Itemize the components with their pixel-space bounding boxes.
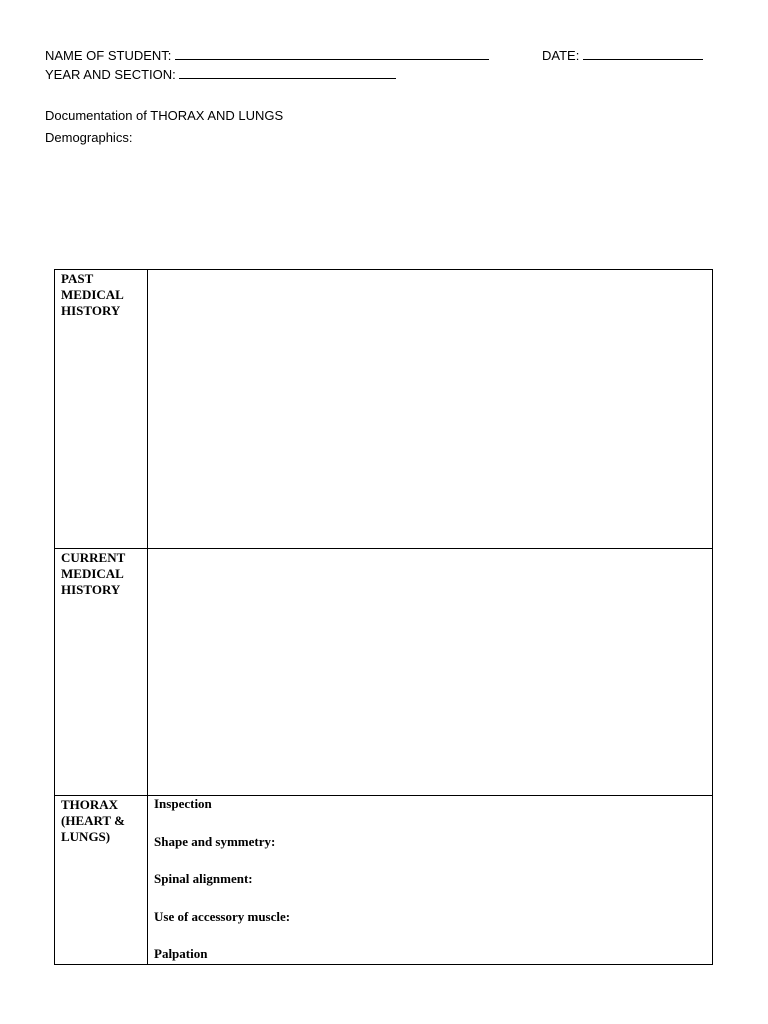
thorax-assessment-field[interactable] [148,796,713,965]
row-label-line: MEDICAL [61,566,124,581]
row-label-line: PAST [61,271,94,286]
inspection-label: Inspection [154,796,212,811]
student-name-field[interactable] [175,47,489,60]
row-label-line: CURRENT [61,550,126,565]
accessory-muscle-label: Use of accessory muscle: [154,908,291,924]
spinal-alignment-label: Spinal alignment: [154,871,253,886]
student-name-line [45,47,489,63]
assessment-table [54,269,713,965]
year-section-line [45,66,396,82]
student-name-label: NAME OF STUDENT: [45,48,172,63]
palpation-label: Palpation [154,946,208,961]
row-label-past-medical-history [55,270,148,549]
year-section-field[interactable] [179,66,396,79]
date-line [542,47,703,63]
row-label-line: THORAX [61,797,119,812]
shape-symmetry-label: Shape and symmetry: [154,833,276,849]
row-label-line: HISTORY [61,303,121,318]
date-label: DATE: [542,48,580,63]
past-medical-history-field[interactable] [148,270,713,549]
document-title: Documentation of THORAX AND LUNGS [45,108,284,123]
row-label-line: (HEART & [61,813,125,828]
current-medical-history-field[interactable] [148,549,713,796]
table-row-past-medical-history [55,270,713,549]
row-label-line: MEDICAL [61,287,124,302]
table-row-thorax [55,796,713,965]
row-label-line: HISTORY [61,582,121,597]
table-row-current-medical-history [55,549,713,796]
row-label-thorax [55,796,148,965]
row-label-line: LUNGS) [61,829,111,844]
demographics-label: Demographics: [45,130,133,145]
year-section-label: YEAR AND SECTION: [45,67,176,82]
date-field[interactable] [583,47,703,60]
row-label-current-medical-history [55,549,148,796]
